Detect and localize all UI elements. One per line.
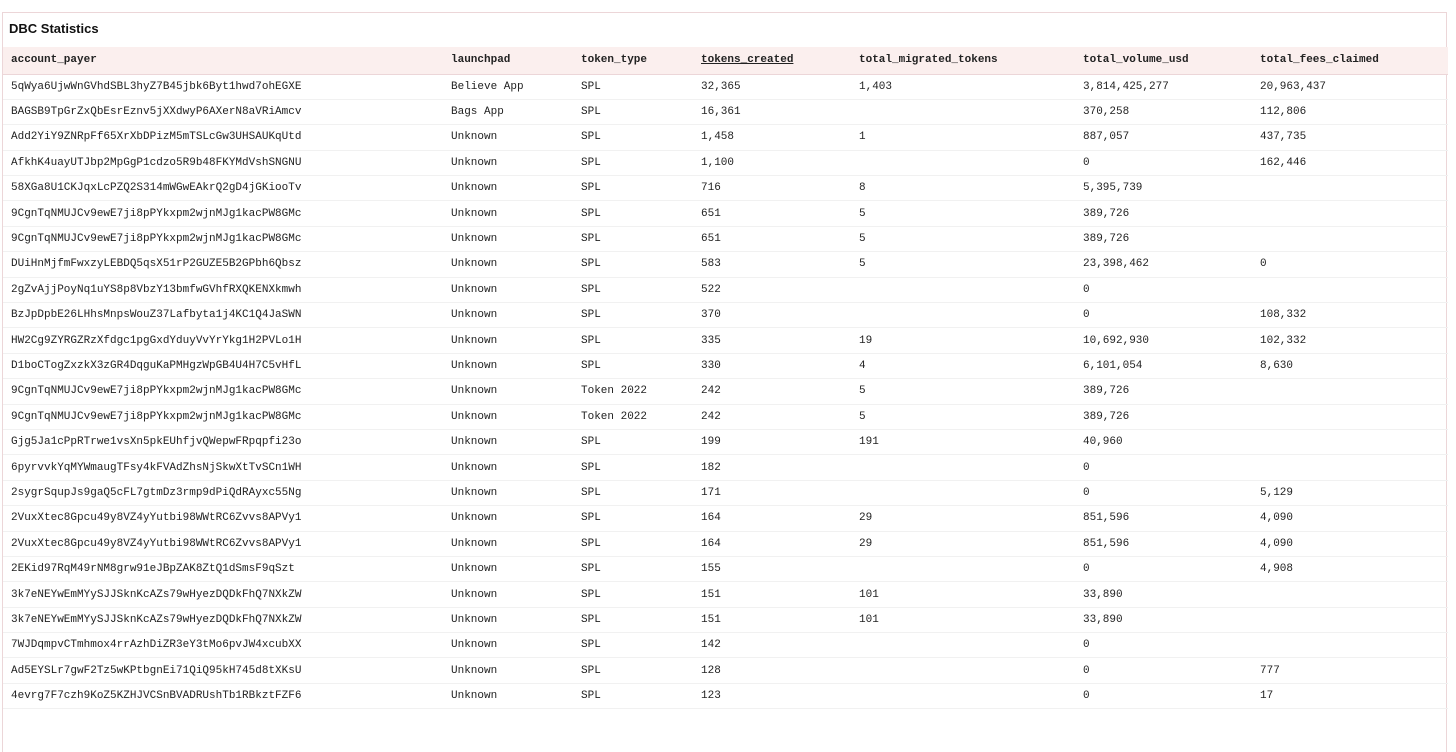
cell-total-fees-claimed: 4,908: [1252, 556, 1448, 581]
cell-token-type: SPL: [573, 125, 693, 150]
table-row: [3, 125, 1448, 150]
table-row: [3, 556, 1448, 581]
cell-account-payer: DUiHnMjfmFwxzyLEBDQ5qsX51rP2GUZE5B2GPbh6Qbsz: [3, 252, 443, 277]
cell-launchpad: Unknown: [443, 201, 573, 226]
table-row: [3, 658, 1448, 683]
cell-tokens-created: 164: [693, 531, 851, 556]
cell-total-fees-claimed: 777: [1252, 658, 1448, 683]
cell-account-payer: BAGSB9TpGrZxQbEsrEznv5jXXdwyP6AXerN8aVRiAmcv: [3, 99, 443, 124]
cell-total-migrated-tokens: 1,403: [851, 74, 1075, 99]
cell-total-fees-claimed: 4,090: [1252, 506, 1448, 531]
cell-total-fees-claimed: [1252, 607, 1448, 632]
cell-total-migrated-tokens: [851, 556, 1075, 581]
table-row: [3, 607, 1448, 632]
cell-token-type: SPL: [573, 353, 693, 378]
cell-total-volume-usd: 3,814,425,277: [1075, 74, 1252, 99]
column-header-token-type[interactable]: [573, 47, 693, 74]
cell-launchpad: Unknown: [443, 353, 573, 378]
cell-total-migrated-tokens: [851, 99, 1075, 124]
cell-account-payer: D1boCTogZxzkX3zGR4DqguKaPMHgzWpGB4U4H7C5vHfL: [3, 353, 443, 378]
table-row: [3, 328, 1448, 353]
cell-tokens-created: 151: [693, 607, 851, 632]
statistics-table: [3, 47, 1448, 709]
cell-total-volume-usd: 0: [1075, 277, 1252, 302]
column-header-label: total_migrated_tokens: [859, 54, 998, 67]
cell-account-payer: 2EKid97RqM49rNM8grw91eJBpZAK8ZtQ1dSmsF9qSzt: [3, 556, 443, 581]
cell-total-migrated-tokens: [851, 455, 1075, 480]
cell-token-type: SPL: [573, 176, 693, 201]
cell-tokens-created: 128: [693, 658, 851, 683]
cell-launchpad: Unknown: [443, 277, 573, 302]
cell-total-fees-claimed: 102,332: [1252, 328, 1448, 353]
cell-token-type: SPL: [573, 658, 693, 683]
cell-tokens-created: 155: [693, 556, 851, 581]
cell-launchpad: Unknown: [443, 582, 573, 607]
cell-tokens-created: 583: [693, 252, 851, 277]
cell-tokens-created: 522: [693, 277, 851, 302]
cell-total-migrated-tokens: [851, 658, 1075, 683]
table-row: [3, 531, 1448, 556]
cell-total-fees-claimed: 20,963,437: [1252, 74, 1448, 99]
cell-token-type: SPL: [573, 556, 693, 581]
cell-token-type: SPL: [573, 506, 693, 531]
cell-total-migrated-tokens: 191: [851, 429, 1075, 454]
cell-total-volume-usd: 0: [1075, 683, 1252, 708]
cell-total-volume-usd: 0: [1075, 150, 1252, 175]
cell-launchpad: Unknown: [443, 404, 573, 429]
cell-total-volume-usd: 23,398,462: [1075, 252, 1252, 277]
cell-total-fees-claimed: [1252, 226, 1448, 251]
table-row: [3, 353, 1448, 378]
table-row: [3, 303, 1448, 328]
table-row: [3, 150, 1448, 175]
cell-launchpad: Unknown: [443, 328, 573, 353]
table-row: [3, 252, 1448, 277]
cell-token-type: Token 2022: [573, 404, 693, 429]
panel-title: DBC Statistics: [9, 21, 99, 36]
cell-total-volume-usd: 5,395,739: [1075, 176, 1252, 201]
cell-token-type: SPL: [573, 226, 693, 251]
cell-token-type: SPL: [573, 455, 693, 480]
dbc-statistics-panel: [2, 12, 1447, 752]
column-header-label: token_type: [581, 54, 648, 67]
cell-total-volume-usd: 10,692,930: [1075, 328, 1252, 353]
cell-total-volume-usd: 0: [1075, 633, 1252, 658]
cell-launchpad: Unknown: [443, 125, 573, 150]
cell-total-fees-claimed: 17: [1252, 683, 1448, 708]
cell-tokens-created: 242: [693, 379, 851, 404]
cell-total-fees-claimed: 8,630: [1252, 353, 1448, 378]
cell-total-volume-usd: 389,726: [1075, 379, 1252, 404]
cell-total-fees-claimed: 0: [1252, 252, 1448, 277]
cell-total-migrated-tokens: 5: [851, 252, 1075, 277]
cell-account-payer: 5qWya6UjwWnGVhdSBL3hyZ7B45jbk6Byt1hwd7ohEGXE: [3, 74, 443, 99]
cell-tokens-created: 370: [693, 303, 851, 328]
column-header-label: account_payer: [11, 54, 97, 67]
cell-launchpad: Unknown: [443, 683, 573, 708]
cell-account-payer: 3k7eNEYwEmMYySJJSknKcAZs79wHyezDQDkFhQ7NXkZW: [3, 607, 443, 632]
cell-token-type: SPL: [573, 429, 693, 454]
table-row: [3, 99, 1448, 124]
cell-account-payer: AfkhK4uayUTJbp2MpGgP1cdzo5R9b48FKYMdVshSNGNU: [3, 150, 443, 175]
cell-total-migrated-tokens: [851, 150, 1075, 175]
cell-launchpad: Unknown: [443, 480, 573, 505]
table-row: [3, 176, 1448, 201]
cell-total-migrated-tokens: 4: [851, 353, 1075, 378]
cell-tokens-created: 1,100: [693, 150, 851, 175]
cell-total-migrated-tokens: 5: [851, 379, 1075, 404]
column-header-total-volume-usd[interactable]: [1075, 47, 1252, 74]
cell-total-migrated-tokens: 29: [851, 531, 1075, 556]
cell-account-payer: Add2YiY9ZNRpFf65XrXbDPizM5mTSLcGw3UHSAUKqUtd: [3, 125, 443, 150]
cell-launchpad: Unknown: [443, 658, 573, 683]
cell-total-volume-usd: 389,726: [1075, 201, 1252, 226]
cell-launchpad: Unknown: [443, 176, 573, 201]
cell-tokens-created: 171: [693, 480, 851, 505]
cell-total-fees-claimed: [1252, 582, 1448, 607]
column-header-label: tokens_created: [701, 54, 794, 67]
cell-tokens-created: 32,365: [693, 74, 851, 99]
cell-account-payer: HW2Cg9ZYRGZRzXfdgc1pgGxdYduyVvYrYkg1H2PVLo1H: [3, 328, 443, 353]
cell-launchpad: Unknown: [443, 556, 573, 581]
cell-launchpad: Unknown: [443, 607, 573, 632]
cell-launchpad: Bags App: [443, 99, 573, 124]
cell-token-type: SPL: [573, 607, 693, 632]
cell-launchpad: Unknown: [443, 226, 573, 251]
cell-tokens-created: 1,458: [693, 125, 851, 150]
cell-tokens-created: 335: [693, 328, 851, 353]
cell-total-volume-usd: 0: [1075, 658, 1252, 683]
cell-tokens-created: 16,361: [693, 99, 851, 124]
cell-total-migrated-tokens: [851, 633, 1075, 658]
cell-token-type: SPL: [573, 74, 693, 99]
cell-total-fees-claimed: 162,446: [1252, 150, 1448, 175]
cell-launchpad: Unknown: [443, 455, 573, 480]
cell-total-volume-usd: 851,596: [1075, 531, 1252, 556]
cell-total-fees-claimed: [1252, 404, 1448, 429]
cell-tokens-created: 716: [693, 176, 851, 201]
cell-token-type: SPL: [573, 328, 693, 353]
cell-total-volume-usd: 887,057: [1075, 125, 1252, 150]
cell-total-migrated-tokens: 5: [851, 201, 1075, 226]
cell-account-payer: 9CgnTqNMUJCv9ewE7ji8pPYkxpm2wjnMJg1kacPW8GMc: [3, 404, 443, 429]
cell-tokens-created: 651: [693, 201, 851, 226]
cell-total-volume-usd: 0: [1075, 556, 1252, 581]
cell-total-migrated-tokens: [851, 277, 1075, 302]
cell-launchpad: Unknown: [443, 633, 573, 658]
cell-total-migrated-tokens: [851, 480, 1075, 505]
cell-account-payer: 2VuxXtec8Gpcu49y8VZ4yYutbi98WWtRC6Zvvs8APVy1: [3, 506, 443, 531]
table-row: [3, 429, 1448, 454]
cell-token-type: SPL: [573, 150, 693, 175]
cell-total-migrated-tokens: 19: [851, 328, 1075, 353]
table-header-row: [3, 47, 1448, 74]
column-header-total-fees-claimed[interactable]: [1252, 47, 1448, 74]
column-header-tokens-created[interactable]: [693, 47, 851, 74]
cell-total-volume-usd: 0: [1075, 455, 1252, 480]
cell-account-payer: 9CgnTqNMUJCv9ewE7ji8pPYkxpm2wjnMJg1kacPW8GMc: [3, 379, 443, 404]
cell-tokens-created: 242: [693, 404, 851, 429]
cell-total-fees-claimed: 112,806: [1252, 99, 1448, 124]
cell-launchpad: Unknown: [443, 379, 573, 404]
cell-tokens-created: 142: [693, 633, 851, 658]
cell-total-fees-claimed: 108,332: [1252, 303, 1448, 328]
cell-launchpad: Unknown: [443, 150, 573, 175]
cell-token-type: SPL: [573, 303, 693, 328]
table-row: [3, 74, 1448, 99]
cell-launchpad: Unknown: [443, 303, 573, 328]
cell-total-fees-claimed: [1252, 633, 1448, 658]
cell-tokens-created: 330: [693, 353, 851, 378]
column-header-total-migrated-tokens[interactable]: [851, 47, 1075, 74]
cell-token-type: SPL: [573, 252, 693, 277]
column-header-label: total_fees_claimed: [1260, 54, 1379, 67]
cell-total-volume-usd: 40,960: [1075, 429, 1252, 454]
cell-token-type: Token 2022: [573, 379, 693, 404]
cell-account-payer: Gjg5Ja1cPpRTrwe1vsXn5pkEUhfjvQWepwFRpqpfi23o: [3, 429, 443, 454]
cell-total-fees-claimed: 4,090: [1252, 531, 1448, 556]
cell-tokens-created: 123: [693, 683, 851, 708]
table-row: [3, 455, 1448, 480]
cell-token-type: SPL: [573, 277, 693, 302]
cell-account-payer: 2sygrSqupJs9gaQ5cFL7gtmDz3rmp9dPiQdRAyxc55Ng: [3, 480, 443, 505]
cell-launchpad: Unknown: [443, 506, 573, 531]
cell-total-fees-claimed: [1252, 277, 1448, 302]
cell-total-fees-claimed: [1252, 379, 1448, 404]
cell-total-migrated-tokens: 101: [851, 607, 1075, 632]
cell-account-payer: BzJpDpbE26LHhsMnpsWouZ37Lafbyta1j4KC1Q4JaSWN: [3, 303, 443, 328]
table-row: [3, 277, 1448, 302]
table-row: [3, 201, 1448, 226]
cell-launchpad: Believe App: [443, 74, 573, 99]
cell-tokens-created: 182: [693, 455, 851, 480]
cell-tokens-created: 164: [693, 506, 851, 531]
column-header-account-payer[interactable]: [3, 47, 443, 74]
cell-token-type: SPL: [573, 531, 693, 556]
cell-account-payer: 9CgnTqNMUJCv9ewE7ji8pPYkxpm2wjnMJg1kacPW8GMc: [3, 201, 443, 226]
table-row: [3, 506, 1448, 531]
cell-launchpad: Unknown: [443, 531, 573, 556]
table-row: [3, 582, 1448, 607]
cell-total-fees-claimed: [1252, 455, 1448, 480]
cell-account-payer: 2VuxXtec8Gpcu49y8VZ4yYutbi98WWtRC6Zvvs8APVy1: [3, 531, 443, 556]
cell-token-type: SPL: [573, 201, 693, 226]
cell-total-volume-usd: 0: [1075, 480, 1252, 505]
table-body: [3, 74, 1448, 709]
cell-account-payer: 58XGa8U1CKJqxLcPZQ2S314mWGwEAkrQ2gD4jGKiooTv: [3, 176, 443, 201]
cell-total-migrated-tokens: 1: [851, 125, 1075, 150]
cell-tokens-created: 151: [693, 582, 851, 607]
cell-account-payer: 3k7eNEYwEmMYySJJSknKcAZs79wHyezDQDkFhQ7NXkZW: [3, 582, 443, 607]
cell-account-payer: 6pyrvvkYqMYWmaugTFsy4kFVAdZhsNjSkwXtTvSCn1WH: [3, 455, 443, 480]
cell-launchpad: Unknown: [443, 429, 573, 454]
cell-token-type: SPL: [573, 683, 693, 708]
cell-launchpad: Unknown: [443, 252, 573, 277]
cell-total-migrated-tokens: 29: [851, 506, 1075, 531]
table-row: [3, 683, 1448, 708]
cell-total-migrated-tokens: 8: [851, 176, 1075, 201]
table-row: [3, 404, 1448, 429]
table-row: [3, 226, 1448, 251]
cell-token-type: SPL: [573, 99, 693, 124]
cell-total-volume-usd: 389,726: [1075, 226, 1252, 251]
cell-total-migrated-tokens: 5: [851, 404, 1075, 429]
cell-total-volume-usd: 370,258: [1075, 99, 1252, 124]
column-header-launchpad[interactable]: [443, 47, 573, 74]
cell-total-migrated-tokens: 101: [851, 582, 1075, 607]
cell-token-type: SPL: [573, 633, 693, 658]
cell-tokens-created: 199: [693, 429, 851, 454]
cell-total-fees-claimed: [1252, 429, 1448, 454]
cell-total-migrated-tokens: [851, 303, 1075, 328]
cell-total-volume-usd: 33,890: [1075, 582, 1252, 607]
cell-token-type: SPL: [573, 582, 693, 607]
column-header-label: launchpad: [451, 54, 511, 67]
cell-total-volume-usd: 0: [1075, 303, 1252, 328]
table-row: [3, 379, 1448, 404]
cell-account-payer: 9CgnTqNMUJCv9ewE7ji8pPYkxpm2wjnMJg1kacPW8GMc: [3, 226, 443, 251]
cell-account-payer: Ad5EYSLr7gwF2Tz5wKPtbgnEi71QiQ95kH745d8tXKsU: [3, 658, 443, 683]
cell-total-migrated-tokens: [851, 683, 1075, 708]
cell-token-type: SPL: [573, 480, 693, 505]
cell-total-volume-usd: 389,726: [1075, 404, 1252, 429]
table-row: [3, 633, 1448, 658]
cell-total-fees-claimed: [1252, 201, 1448, 226]
cell-account-payer: 7WJDqmpvCTmhmox4rrAzhDiZR3eY3tMo6pvJW4xcubXX: [3, 633, 443, 658]
cell-total-volume-usd: 33,890: [1075, 607, 1252, 632]
cell-total-migrated-tokens: 5: [851, 226, 1075, 251]
cell-tokens-created: 651: [693, 226, 851, 251]
cell-total-volume-usd: 6,101,054: [1075, 353, 1252, 378]
cell-total-fees-claimed: 5,129: [1252, 480, 1448, 505]
cell-account-payer: 2gZvAjjPoyNq1uYS8p8VbzY13bmfwGVhfRXQKENXkmwh: [3, 277, 443, 302]
table-row: [3, 480, 1448, 505]
cell-total-volume-usd: 851,596: [1075, 506, 1252, 531]
column-header-label: total_volume_usd: [1083, 54, 1189, 67]
cell-total-fees-claimed: [1252, 176, 1448, 201]
cell-total-fees-claimed: 437,735: [1252, 125, 1448, 150]
cell-account-payer: 4evrg7F7czh9KoZ5KZHJVCSnBVADRUshTb1RBkztFZF6: [3, 683, 443, 708]
